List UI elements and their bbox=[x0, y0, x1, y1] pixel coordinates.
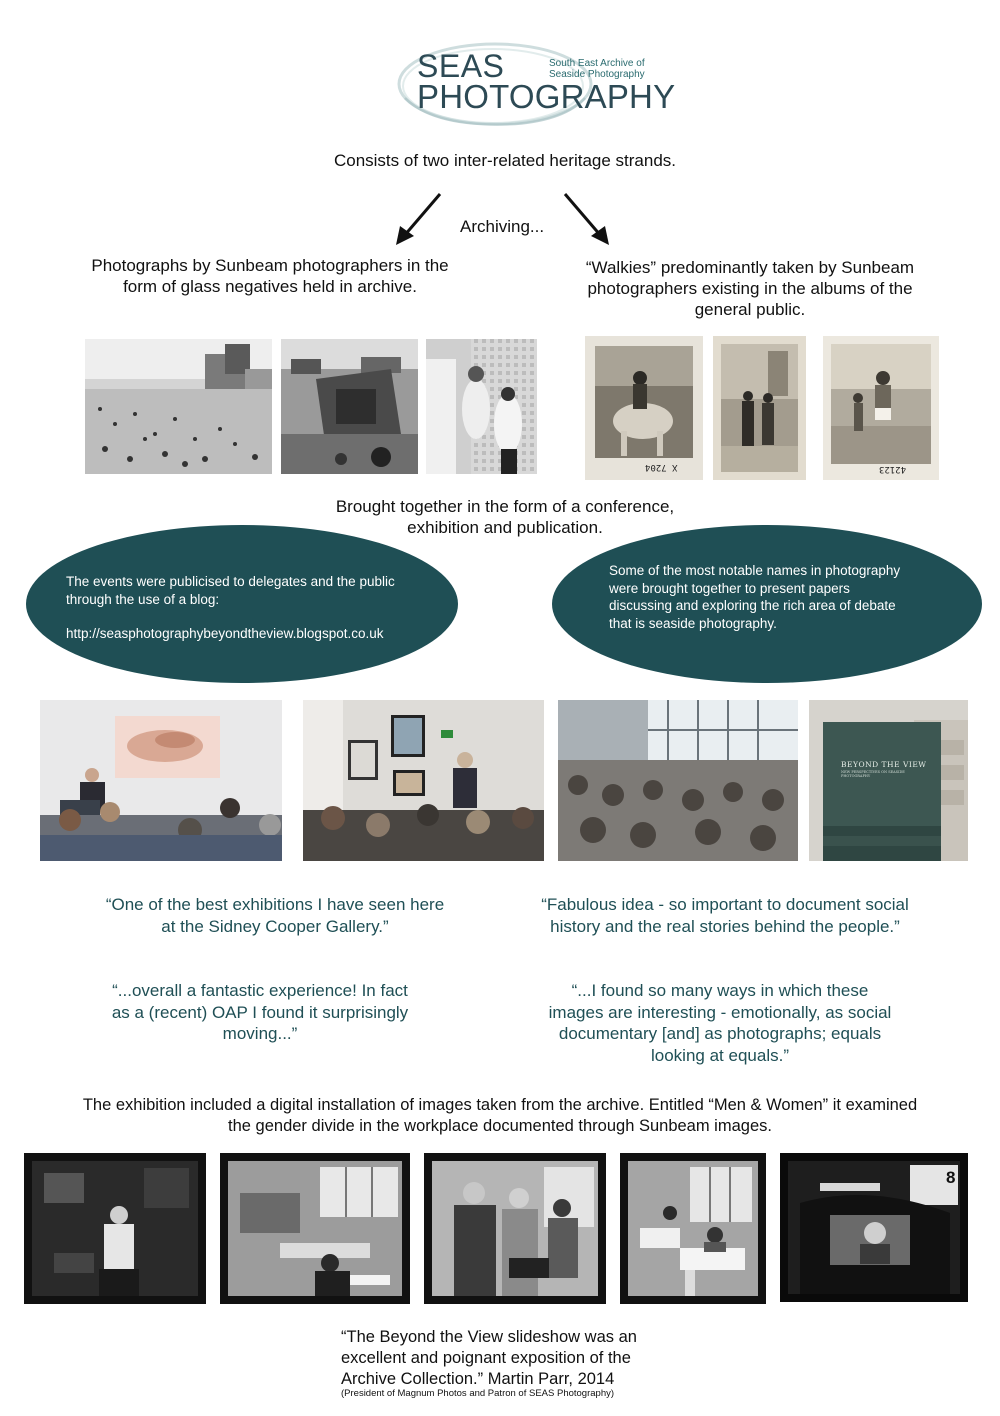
strand-right-line2: photographers existing in the albums of the bbox=[587, 279, 913, 298]
photo-beach-crowd bbox=[85, 339, 272, 474]
photo-couple-decorating bbox=[426, 339, 537, 474]
photo-beyond-the-view-book bbox=[809, 700, 968, 861]
strand-right-line1: “Walkies” predominantly taken by Sunbeam bbox=[585, 258, 915, 277]
photo-office-workers bbox=[220, 1153, 410, 1304]
blog-info-line2: through the use of a blog: bbox=[66, 591, 220, 607]
photo-blacksmith bbox=[24, 1153, 206, 1304]
installation-line2: the gender divide in the workplace documented through Sunbeam images. bbox=[228, 1117, 772, 1135]
photo-men-and-woman-meeting bbox=[424, 1153, 606, 1304]
quote-fabulous-idea bbox=[505, 894, 945, 937]
photo-women-at-desks bbox=[620, 1153, 766, 1304]
blog-url-link[interactable]: http://seasphotographybeyondtheview.blogspot.co.uk bbox=[66, 626, 384, 641]
logo-subtitle-line1: South East Archive of bbox=[549, 58, 645, 69]
parr-line2: excellent and poignant exposition of the bbox=[341, 1349, 631, 1367]
quote-sidney-cooper bbox=[60, 894, 490, 937]
quote2-line2: history and the real stories behind the people.” bbox=[550, 916, 900, 936]
brought-together-text bbox=[270, 496, 740, 538]
photo-conference-speaker bbox=[40, 700, 282, 861]
parr-line3: Archive Collection.” Martin Parr, 2014 bbox=[341, 1370, 615, 1388]
quote1-line2: at the Sidney Cooper Gallery.” bbox=[161, 916, 389, 936]
quote3-line2: as a (recent) OAP I found it surprisingly bbox=[111, 1002, 409, 1022]
strand-left-text bbox=[55, 255, 485, 297]
quote-fantastic-experience bbox=[60, 980, 460, 1045]
book-subtitle: NEW PERSPECTIVES ON SEASIDE PHOTOGRAPHY bbox=[841, 770, 905, 778]
martin-parr-quote bbox=[341, 1327, 741, 1390]
strand-left-line1: Photographs by Sunbeam photographers in the bbox=[91, 256, 449, 275]
quote4-line4: looking at equals.” bbox=[651, 1045, 789, 1065]
quote4-line3: documentary [and] as photographs; equals bbox=[558, 1024, 882, 1043]
speakers-info-ellipse bbox=[552, 525, 982, 683]
photo-walkie-paddling bbox=[823, 336, 939, 480]
book-title: BEYOND THE VIEW bbox=[841, 760, 927, 769]
arrow-left-icon bbox=[390, 188, 450, 248]
photo-gallery-talk bbox=[303, 700, 544, 861]
walkie3-number: 42123 bbox=[879, 464, 907, 474]
blog-info-line1: The events were publicised to delegates and the public bbox=[66, 574, 395, 589]
blog-info-ellipse bbox=[26, 525, 458, 683]
photo-audience-hall bbox=[558, 700, 798, 861]
martin-parr-note: (President of Magnum Photos and Patron of SEAS Photography) bbox=[341, 1388, 615, 1399]
strand-right-line3: general public. bbox=[694, 300, 806, 319]
arrow-right-icon bbox=[555, 188, 615, 248]
archiving-label: Archiving... bbox=[460, 217, 545, 236]
quote3-line3: moving...” bbox=[222, 1024, 298, 1043]
blog-info-text bbox=[66, 573, 446, 643]
quote4-line2: images are interesting - emotionally, as social bbox=[548, 1002, 892, 1022]
quote2-line1: “Fabulous idea - so important to document social bbox=[541, 895, 909, 914]
photo-overturned-vehicle bbox=[281, 339, 418, 474]
speakers-info-line4: that is seaside photography. bbox=[609, 615, 777, 631]
quote-many-ways bbox=[515, 980, 925, 1066]
intro-text: Consists of two inter-related heritage strands. bbox=[333, 151, 677, 170]
speakers-info-text bbox=[609, 562, 969, 632]
logo-subtitle-line2: Seaside Photography bbox=[549, 69, 645, 80]
quote1-line1: “One of the best exhibitions I have seen here bbox=[105, 895, 445, 914]
quote3-line1: “...overall a fantastic experience! In fact bbox=[112, 981, 408, 1000]
speakers-info-line2: were brought together to present papers bbox=[609, 580, 850, 596]
parr-line1: “The Beyond the View slideshow was an bbox=[341, 1328, 637, 1346]
brought-together-line1: Brought together in the form of a conference, bbox=[335, 497, 675, 516]
seas-logo bbox=[395, 38, 676, 130]
strand-left-line2: form of glass negatives held in archive. bbox=[123, 277, 417, 296]
installation-line1: The exhibition included a digital installation of images taken from the archive. Entitled “Men & Women” it examined bbox=[82, 1096, 918, 1114]
taxi-number: 8 bbox=[946, 1168, 956, 1187]
installation-text bbox=[20, 1095, 980, 1137]
logo-photography-text: PHOTOGRAPHY bbox=[417, 78, 676, 115]
photo-taxi-driver bbox=[780, 1153, 968, 1302]
walkie1-number: X 7204 bbox=[645, 462, 678, 472]
quote4-line1: “...I found so many ways in which these bbox=[571, 981, 869, 1000]
photo-walkie-couple-promenade bbox=[713, 336, 806, 480]
speakers-info-line3: discussing and exploring the rich area of debate bbox=[609, 598, 896, 613]
speakers-info-line1: Some of the most notable names in photography bbox=[609, 563, 901, 578]
photo-walkie-boy-donkey bbox=[585, 336, 703, 480]
logo-subtitle bbox=[549, 58, 645, 80]
strand-right-text bbox=[540, 257, 960, 320]
brought-together-line2: exhibition and publication. bbox=[407, 518, 603, 537]
logo-seas-text: SEAS bbox=[417, 48, 505, 84]
